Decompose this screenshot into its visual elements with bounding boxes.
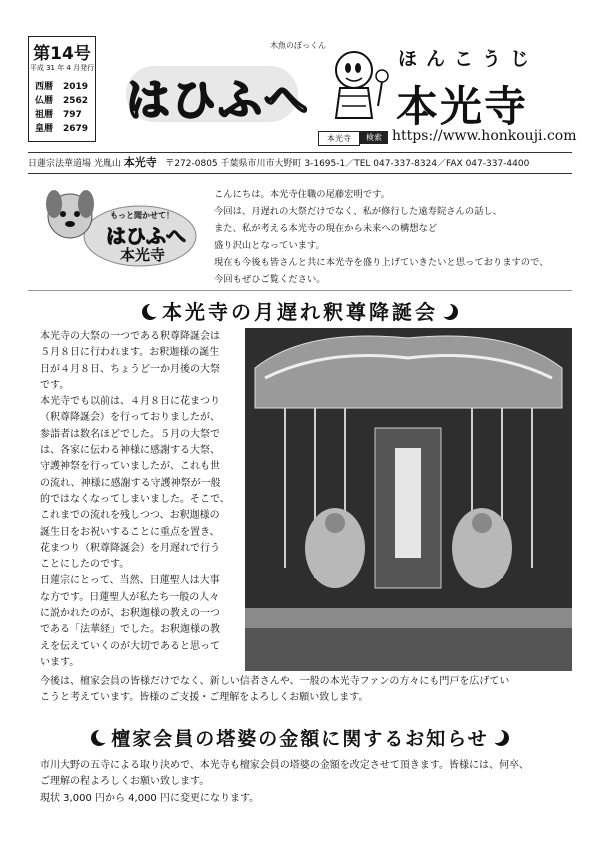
- issue-number: 第14号: [33, 44, 91, 64]
- greeting-badge: [40, 186, 200, 276]
- search-input[interactable]: 本光寺: [318, 131, 360, 146]
- era-row: 西暦 2019: [35, 82, 89, 92]
- badge-top: もっと聞かせて！: [110, 211, 174, 220]
- moon-icon: [442, 304, 458, 320]
- section1-body: 本光寺の大祭の一つである釈尊降誕会は ５月８日に行われます。お釈迦様の誕生 日が４月８日、ちょうど一か月後の大祭 です。 本光寺でも以前は、４月８日に花まつり （釈尊降誕会）を行っておりましたが、 参詣者は数名ほどでした。５月の大祭で は、各家に伝わる神様に感謝する大祭、 守護神祭を行っていましたが、これも世 の流れ、神様に感謝する守護神祭が一般 的ではなくなってしまいました。そこで、 これまでの流れを残しつつ、お釈迦様の 誕生日をお祝いすることに重点を置き、 花まつり（釈尊降誕会）を月遅れで行う ことにしたのです。 日蓮宗にとって、当然、日蓮聖人は大事 な方です。日蓮聖人が私たち一般の人々 に説かれたのが、お釈迦様の教えの一つ である「法華経」でした。お釈迦様の教 えを伝えていくのが大切であると思って います。: [40, 331, 230, 668]
- website-url[interactable]: https://www.honkouji.com: [392, 128, 577, 144]
- moon-icon: [493, 730, 509, 746]
- newsletter-title: はひふへ: [126, 75, 310, 126]
- moon-icon: [91, 730, 107, 746]
- divider: [28, 290, 572, 291]
- altar-image: [245, 328, 572, 671]
- section1-footer-text: 今後は、檀家会員の皆様だけでなく、新しい信者さんや、一般の本光寺ファンの方々にも門戸を広げてい こうと考えています。皆様のご支援・ご理解をよろしくお願い致します。: [40, 676, 510, 704]
- greeting-text: こんにちは。本光寺住職の尾藤宏明です。 今回は、月遅れの大祭だけでなく、私が修行した遠寿院さんの話し、 また、私が考える本光寺の現在から未来への構想など 盛り沢山となっています。 現在も今後も皆さんと共に本光寺を盛り上げていきたいと思っておりますので、 今回もぜひご覧ください。: [214, 189, 549, 285]
- issue-box: [28, 36, 96, 142]
- era-row: 祖暦 797: [35, 110, 82, 120]
- temple-info-line: 日蓮宗法華道場 光胤山 本光寺 〒272-0805 千葉県市川市大野町 3-1695-1／TEL 047-337-8324／FAX 047-337-4400: [28, 152, 572, 174]
- moon-icon: [142, 304, 158, 320]
- altar-photo: [245, 328, 572, 671]
- section1-title: 本光寺の月遅れ釈尊降誕会: [28, 296, 572, 325]
- issue-date: 平成 31 年 4 月発行: [29, 64, 95, 72]
- mascot-caption: 木魚のぼっくん: [270, 41, 326, 50]
- section2-body: 市川大野の五寺による取り決めで、本光寺も檀家会員の塔婆の金額を改定させて頂きます。皆様には、何卒、 ご理解の程よろしくお願い致します。 現状 3,000 円から 4,000 円に変更になります。: [40, 760, 529, 804]
- era-row: 皇暦 2679: [35, 124, 89, 134]
- badge-temple: 本光寺: [120, 246, 166, 264]
- era-row: 仏暦 2562: [35, 96, 89, 106]
- mascot-icon: [320, 48, 394, 128]
- temple-name: 本光寺: [396, 82, 529, 131]
- search-button[interactable]: 検索: [360, 131, 388, 144]
- section2-title: 檀家会員の塔婆の金額に関するお知らせ: [28, 724, 572, 751]
- temple-kana: ほんこうじ: [398, 48, 539, 70]
- badge-title: はひふへ: [106, 224, 186, 248]
